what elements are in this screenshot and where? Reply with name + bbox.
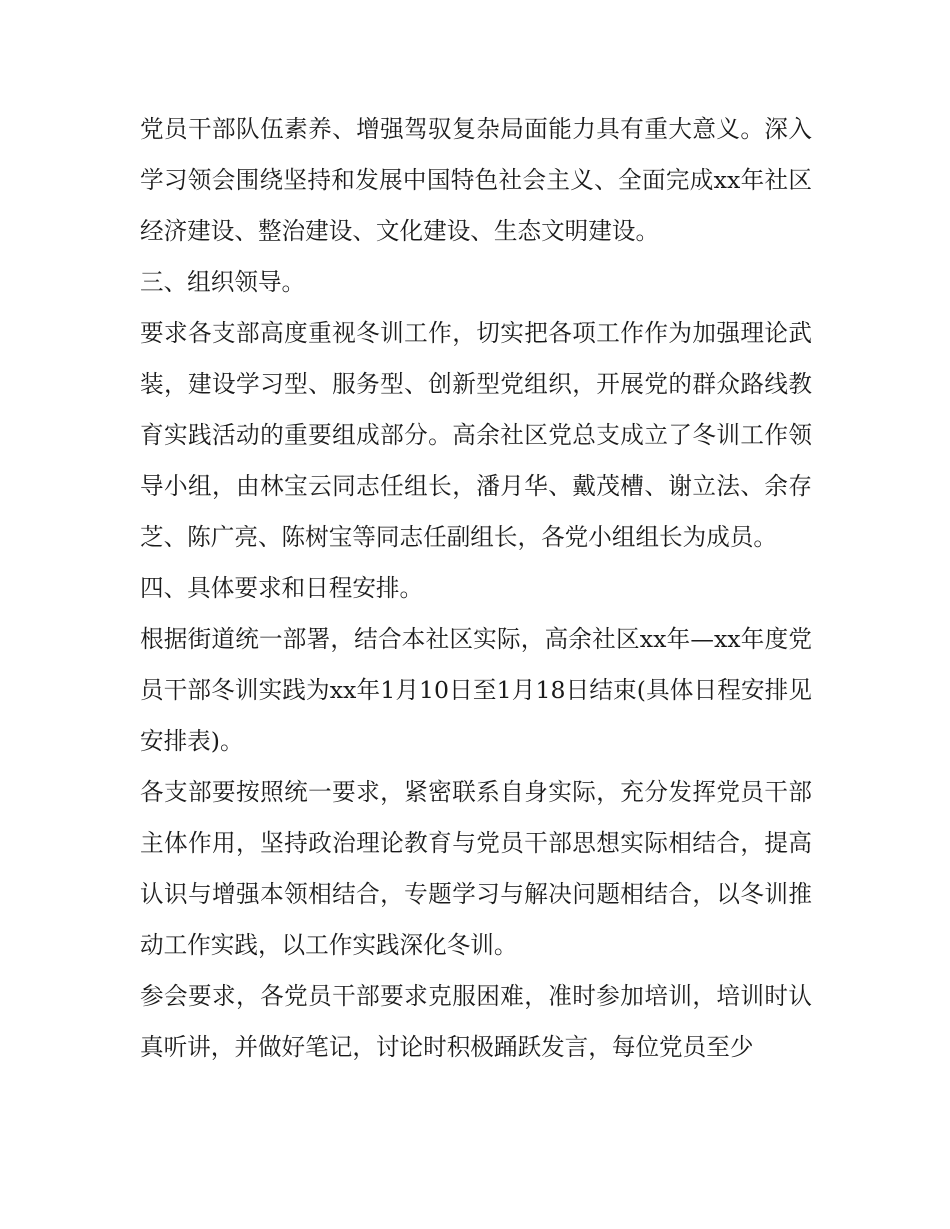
paragraph-schedule: 根据街道统一部署，结合本社区实际，高余社区xx年—xx年度党员干部冬训实践为xx年1月10日至1月18日结束(具体日程安排见安排表)。 <box>140 625 812 755</box>
paragraph-intro-continued: 党员干部队伍素养、增强驾驭复杂局面能力具有重大意义。深入学习领会围绕坚持和发展中国特色社会主义、全面完成xx年社区经济建设、整治建设、文化建设、生态文明建设。 <box>140 115 812 245</box>
paragraph-branch-requirements: 各支部要按照统一要求，紧密联系自身实际，充分发挥党员干部主体作用，坚持政治理论教育与党员干部思想实际相结合，提高认识与增强本领相结合，专题学习与解决问题相结合，以冬训推动工作实践，以工作实践深化冬训。 <box>140 778 812 959</box>
section-heading-organization: 三、组织领导。 <box>140 268 306 296</box>
document-body <box>140 104 812 1073</box>
section-heading-requirements: 四、具体要求和日程安排。 <box>140 574 424 602</box>
paragraph-attendance: 参会要求，各党员干部要求克服困难，准时参加培训，培训时认真听讲，并做好笔记，讨论时积极踊跃发言，每位党员至少 <box>140 982 812 1061</box>
paragraph-organization: 要求各支部高度重视冬训工作，切实把各项工作作为加强理论武装，建设学习型、服务型、创新型党组织，开展党的群众路线教育实践活动的重要组成部分。高余社区党总支成立了冬训工作领导小组，由林宝云同志任组长，潘月华、戴茂槽、谢立法、余存芝、陈广亮、陈树宝等同志任副组长，各党小组组长为成员。 <box>140 319 812 551</box>
